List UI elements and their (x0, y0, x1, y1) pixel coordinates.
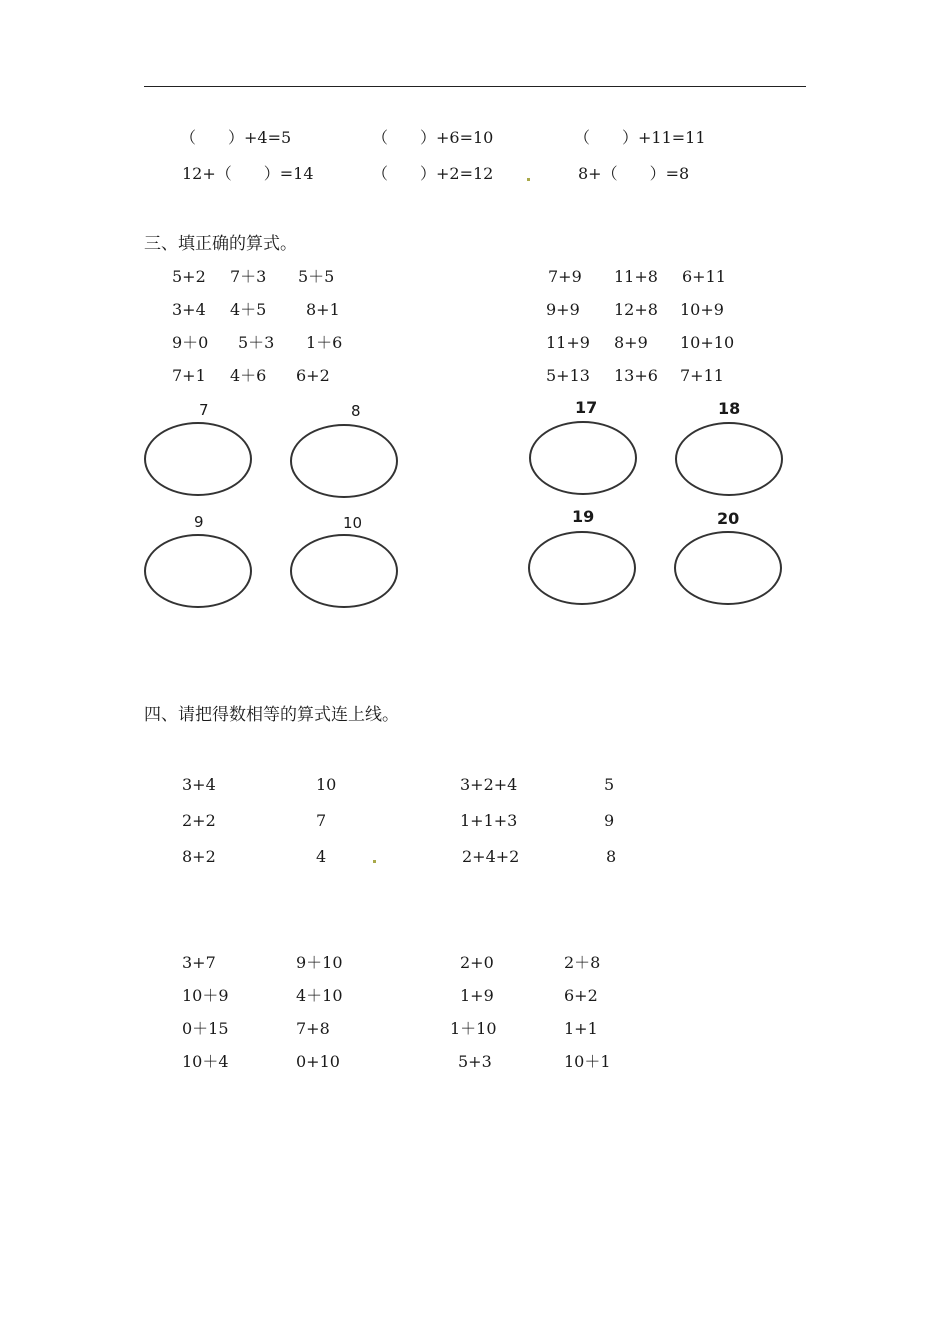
expression: 5＋5 (298, 267, 335, 286)
blank-equation: （ ）+11=11 (574, 128, 706, 147)
matching-item: 5+3 (458, 1052, 492, 1071)
speck (527, 178, 530, 181)
matching-item: 4＋10 (296, 986, 343, 1005)
matching-item: 3+7 (182, 953, 216, 972)
expression: 12+8 (614, 300, 658, 319)
expression: 5+13 (546, 366, 590, 385)
expression: 9+9 (546, 300, 580, 319)
matching-item: 1＋10 (450, 1019, 497, 1038)
matching-item: 8 (606, 847, 617, 866)
oval-label: 18 (718, 399, 741, 418)
matching-item: 7+8 (296, 1019, 330, 1038)
blank-equation: （ ）+4=5 (180, 128, 292, 147)
section-title: 四、请把得数相等的算式连上线。 (144, 705, 399, 725)
answer-oval[interactable] (290, 534, 398, 608)
oval-label: 20 (717, 509, 740, 528)
expression: 8+9 (614, 333, 648, 352)
matching-item: 3+4 (182, 775, 216, 794)
matching-item: 1+1+3 (460, 811, 518, 830)
expression: 13+6 (614, 366, 658, 385)
matching-item: 10＋4 (182, 1052, 229, 1071)
header-rule (144, 86, 806, 87)
expression: 11+8 (614, 267, 658, 286)
section-title: 三、填正确的算式。 (144, 234, 297, 254)
blank-equation: （ ）+6=10 (372, 128, 494, 147)
expression: 7+1 (172, 366, 206, 385)
expression: 9＋0 (172, 333, 209, 352)
matching-item: 2+2 (182, 811, 216, 830)
matching-item: 10＋9 (182, 986, 229, 1005)
oval-label: 9 (194, 513, 204, 531)
expression: 7＋3 (230, 267, 267, 286)
matching-item: 1+9 (460, 986, 494, 1005)
matching-item: 10 (316, 775, 337, 794)
matching-item: 9 (604, 811, 615, 830)
expression: 3+4 (172, 300, 206, 319)
answer-oval[interactable] (144, 534, 252, 608)
answer-oval[interactable] (528, 531, 636, 605)
expression: 8+1 (306, 300, 340, 319)
oval-label: 7 (199, 401, 209, 419)
matching-item: 9＋10 (296, 953, 343, 972)
oval-label: 19 (572, 507, 595, 526)
expression: 10+9 (680, 300, 724, 319)
matching-item: 2＋8 (564, 953, 601, 972)
matching-item: 0+10 (296, 1052, 340, 1071)
answer-oval[interactable] (674, 531, 782, 605)
expression: 7+11 (680, 366, 724, 385)
expression: 4＋5 (230, 300, 267, 319)
speck (373, 860, 376, 863)
expression: 5+2 (172, 267, 206, 286)
answer-oval[interactable] (290, 424, 398, 498)
expression: 6+11 (682, 267, 726, 286)
answer-oval[interactable] (675, 422, 783, 496)
expression: 6+2 (296, 366, 330, 385)
matching-item: 3+2+4 (460, 775, 518, 794)
matching-item: 6+2 (564, 986, 598, 1005)
blank-equation: 12+（ ）=14 (182, 164, 314, 183)
matching-item: 2+4+2 (462, 847, 520, 866)
oval-label: 10 (343, 514, 363, 532)
expression: 4＋6 (230, 366, 267, 385)
matching-item: 4 (316, 847, 327, 866)
matching-item: 1+1 (564, 1019, 598, 1038)
expression: 7+9 (548, 267, 582, 286)
blank-equation: 8+（ ）=8 (578, 164, 690, 183)
matching-item: 10＋1 (564, 1052, 611, 1071)
expression: 10+10 (680, 333, 735, 352)
expression: 5＋3 (238, 333, 275, 352)
matching-item: 0＋15 (182, 1019, 229, 1038)
matching-item: 2+0 (460, 953, 494, 972)
expression: 11+9 (546, 333, 590, 352)
answer-oval[interactable] (144, 422, 252, 496)
answer-oval[interactable] (529, 421, 637, 495)
oval-label: 8 (351, 402, 361, 420)
expression: 1＋6 (306, 333, 343, 352)
oval-label: 17 (575, 398, 598, 417)
matching-item: 5 (604, 775, 615, 794)
matching-item: 8+2 (182, 847, 216, 866)
matching-item: 7 (316, 811, 327, 830)
blank-equation: （ ）+2=12 (372, 164, 494, 183)
